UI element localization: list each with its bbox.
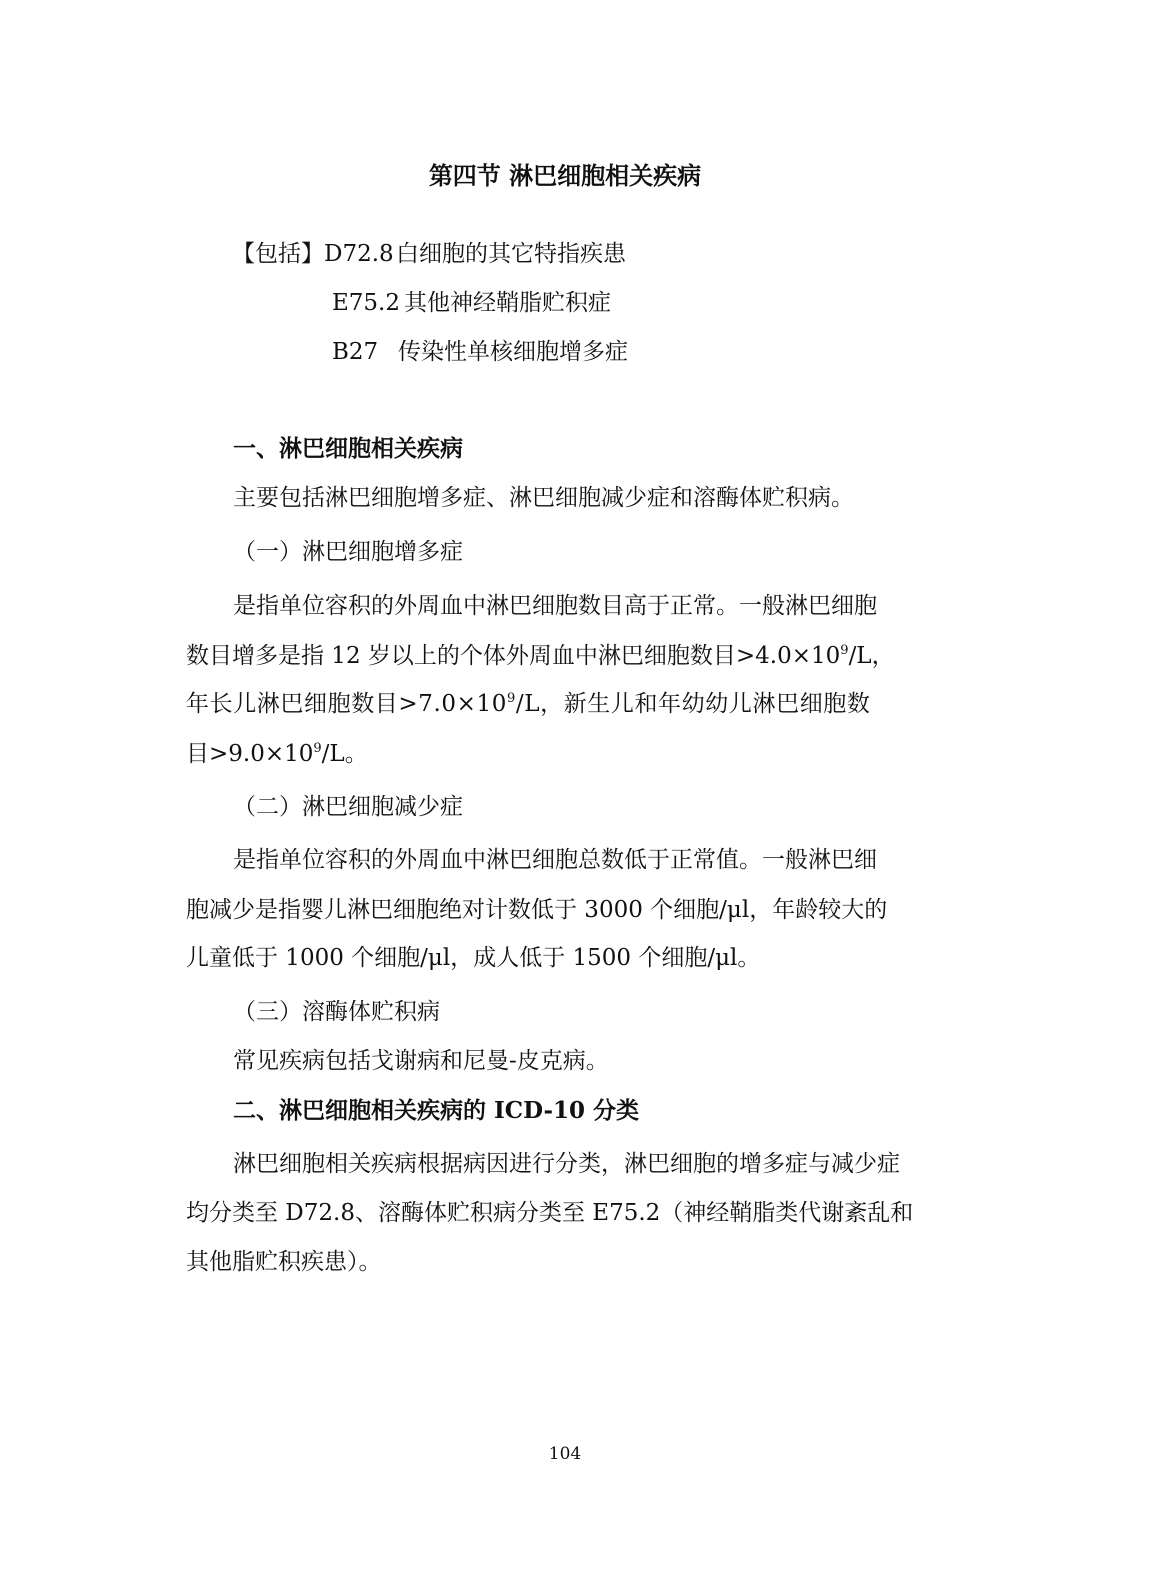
paragraph-line: 淋巴细胞相关疾病根据病因进行分类，淋巴细胞的增多症与减少症: [233, 1151, 900, 1177]
paragraph-line: 是指单位容积的外周血中淋巴细胞数目高于正常。一般淋巴细胞: [233, 593, 877, 619]
text-run: 年长儿淋巴细胞数目>7.0×10: [186, 691, 507, 717]
section-title: 第四节 淋巴细胞相关疾病: [428, 161, 702, 190]
text-run: 数目增多是指 12 岁以上的个体外周血中淋巴细胞数目>4.0×10: [186, 643, 841, 669]
include-name: 白细胞的其它特指疾患: [396, 241, 626, 267]
superscript: 9: [840, 643, 849, 658]
include-name: 其他神经鞘脂贮积症: [404, 290, 611, 316]
heading-1: 一、淋巴细胞相关疾病: [233, 435, 463, 462]
include-code: E75.2: [332, 290, 401, 316]
paragraph-line: 均分类至 D72.8、溶酶体贮积病分类至 E75.2（神经鞘脂类代谢紊乱和: [186, 1200, 914, 1226]
paragraph-line: [186, 688, 871, 720]
paragraph-line: 其他脂贮积疾患）。: [186, 1249, 382, 1275]
superscript: 9: [507, 691, 516, 706]
text-run: /L，: [848, 643, 895, 669]
paragraph-line: 是指单位容积的外周血中淋巴细胞总数低于正常值。一般淋巴细: [233, 847, 877, 873]
include-code: D72.8: [324, 241, 394, 267]
include-line-1: [232, 238, 626, 270]
paragraph-line: [186, 738, 368, 770]
paragraph-line: [186, 640, 895, 672]
include-label: 【包括】: [232, 241, 324, 267]
paragraph-line: 儿童低于 1000 个细胞/μl，成人低于 1500 个细胞/μl。: [186, 945, 761, 971]
text-run: /L，新生儿和年幼幼儿淋巴细胞数: [515, 691, 871, 717]
text-run: /L。: [321, 741, 368, 767]
heading-2: 二、淋巴细胞相关疾病的 ICD-10 分类: [233, 1097, 640, 1124]
include-line-2: [332, 287, 611, 319]
include-line-3: [332, 336, 628, 368]
common-diseases-paragraph: 常见疾病包括戈谢病和尼曼-皮克病。: [233, 1048, 609, 1074]
text-run: 目>9.0×10: [186, 741, 314, 767]
paragraph-line: 胞减少是指婴儿淋巴细胞绝对计数低于 3000 个细胞/μl，年龄较大的: [186, 897, 888, 923]
page-number: 104: [548, 1444, 582, 1464]
subheading-1: （一）淋巴细胞增多症: [233, 539, 463, 565]
intro-paragraph: 主要包括淋巴细胞增多症、淋巴细胞减少症和溶酶体贮积病。: [233, 485, 854, 511]
include-name: 传染性单核细胞增多症: [398, 339, 628, 365]
include-code: B27: [332, 339, 379, 365]
subheading-3: （三）溶酶体贮积病: [233, 999, 440, 1025]
superscript: 9: [313, 741, 322, 756]
subheading-2: （二）淋巴细胞减少症: [233, 794, 463, 820]
